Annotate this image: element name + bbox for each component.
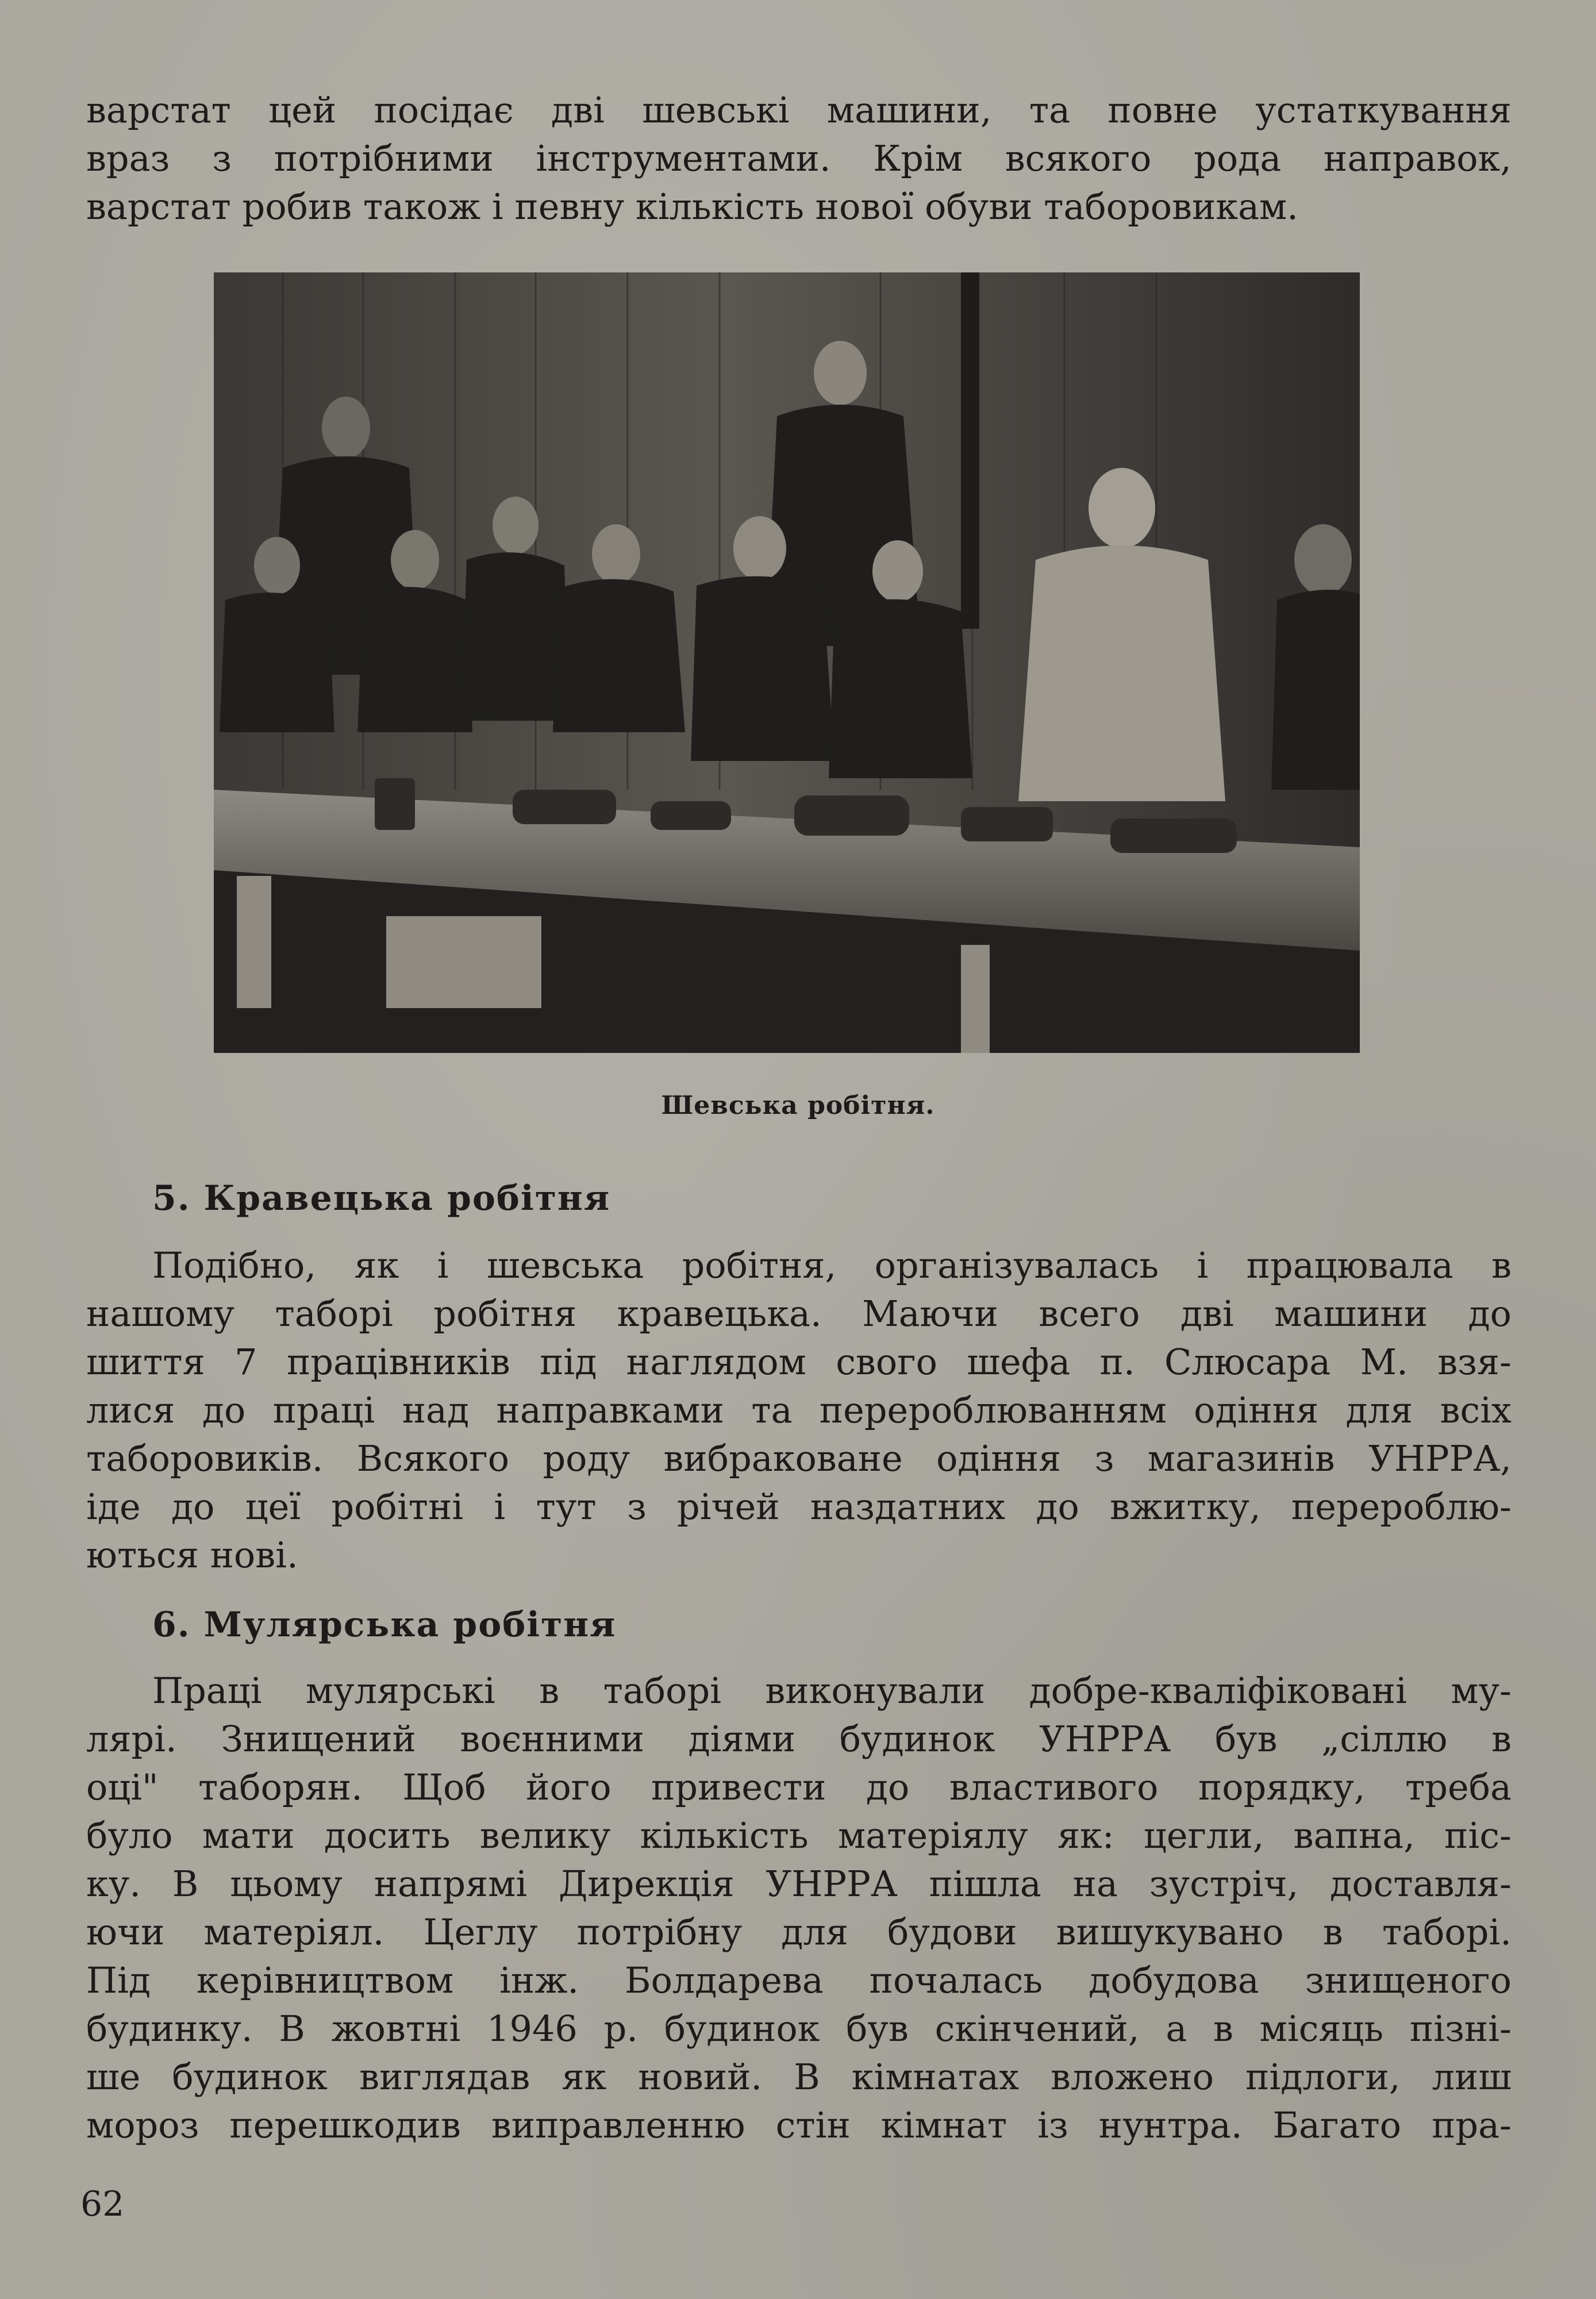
photo-illustration bbox=[214, 272, 1360, 1053]
text-line: таборовиків. Всякого роду вибраковане одіння з магазинів УНРРА, bbox=[86, 1437, 1512, 1479]
text-line: Під керівництвом інж. Болдарева почалась добудова знищеного bbox=[86, 1959, 1512, 2001]
text-line: лися до праці над направками та перероблюванням одіння для всіх bbox=[86, 1389, 1512, 1431]
text-line: нашому таборі робітня кравецька. Маючи всего дві машини до bbox=[86, 1293, 1512, 1335]
text-line: варстат цей посідає дві шевські машини, та повне устаткування bbox=[86, 89, 1512, 131]
text-line: ються нові. bbox=[86, 1534, 298, 1576]
text-line: ше будинок виглядав як новий. В кімнатах вложено підлоги, лиш bbox=[86, 2056, 1512, 2098]
text-line: ку. В цьому напрямі Дирекція УНРРА пішла на зустріч, доставля- bbox=[86, 1863, 1512, 1905]
text-line: варстат робив також і певну кількість нової обуви таборовикам. bbox=[86, 186, 1298, 228]
text-line: враз з потрібними інструментами. Крім всякого рода направок, bbox=[86, 137, 1512, 179]
text-line: Праці мулярські в таборі виконували добре-кваліфіковані му- bbox=[152, 1670, 1512, 1712]
section-6-heading: 6. Мулярська робітня bbox=[152, 1605, 617, 1645]
text-line: було мати досить велику кількість матеріялу як: цегли, вапна, піс- bbox=[86, 1814, 1512, 1856]
intro-paragraph bbox=[86, 86, 1512, 231]
text-line: оці" таборян. Щоб його привести до властивого порядку, треба bbox=[86, 1766, 1512, 1808]
section-5-paragraph bbox=[86, 1241, 1512, 1579]
section-5-heading: 5. Кравецька робітня bbox=[152, 1178, 611, 1218]
text-line: Подібно, як і шевська робітня, організувалась і працювала в bbox=[152, 1244, 1512, 1286]
text-line: лярі. Знищений воєнними діями будинок УНРРА був „сіллю в bbox=[86, 1718, 1512, 1760]
text-line: шиття 7 працівників під наглядом свого шефа п. Слюсара М. взя- bbox=[86, 1341, 1512, 1383]
text-line: будинку. В жовтні 1946 р. будинок був скінчений, а в місяць пізні- bbox=[86, 2008, 1512, 2050]
photo-caption: Шевська робітня. bbox=[661, 1091, 935, 1120]
text-line: ючи матеріял. Цеглу потрібну для будови вишукувано в таборі. bbox=[86, 1911, 1512, 1953]
text-line: іде до цеї робітні і тут з річей наздатних до вжитку, перероблю- bbox=[86, 1486, 1512, 1528]
shoemaker-workshop-photo bbox=[214, 272, 1360, 1053]
section-6-paragraph bbox=[86, 1667, 1512, 2150]
page-number: 62 bbox=[80, 2184, 125, 2224]
text-line: мороз перешкодив виправленню стін кімнат із нунтра. Багато пра- bbox=[86, 2104, 1512, 2146]
